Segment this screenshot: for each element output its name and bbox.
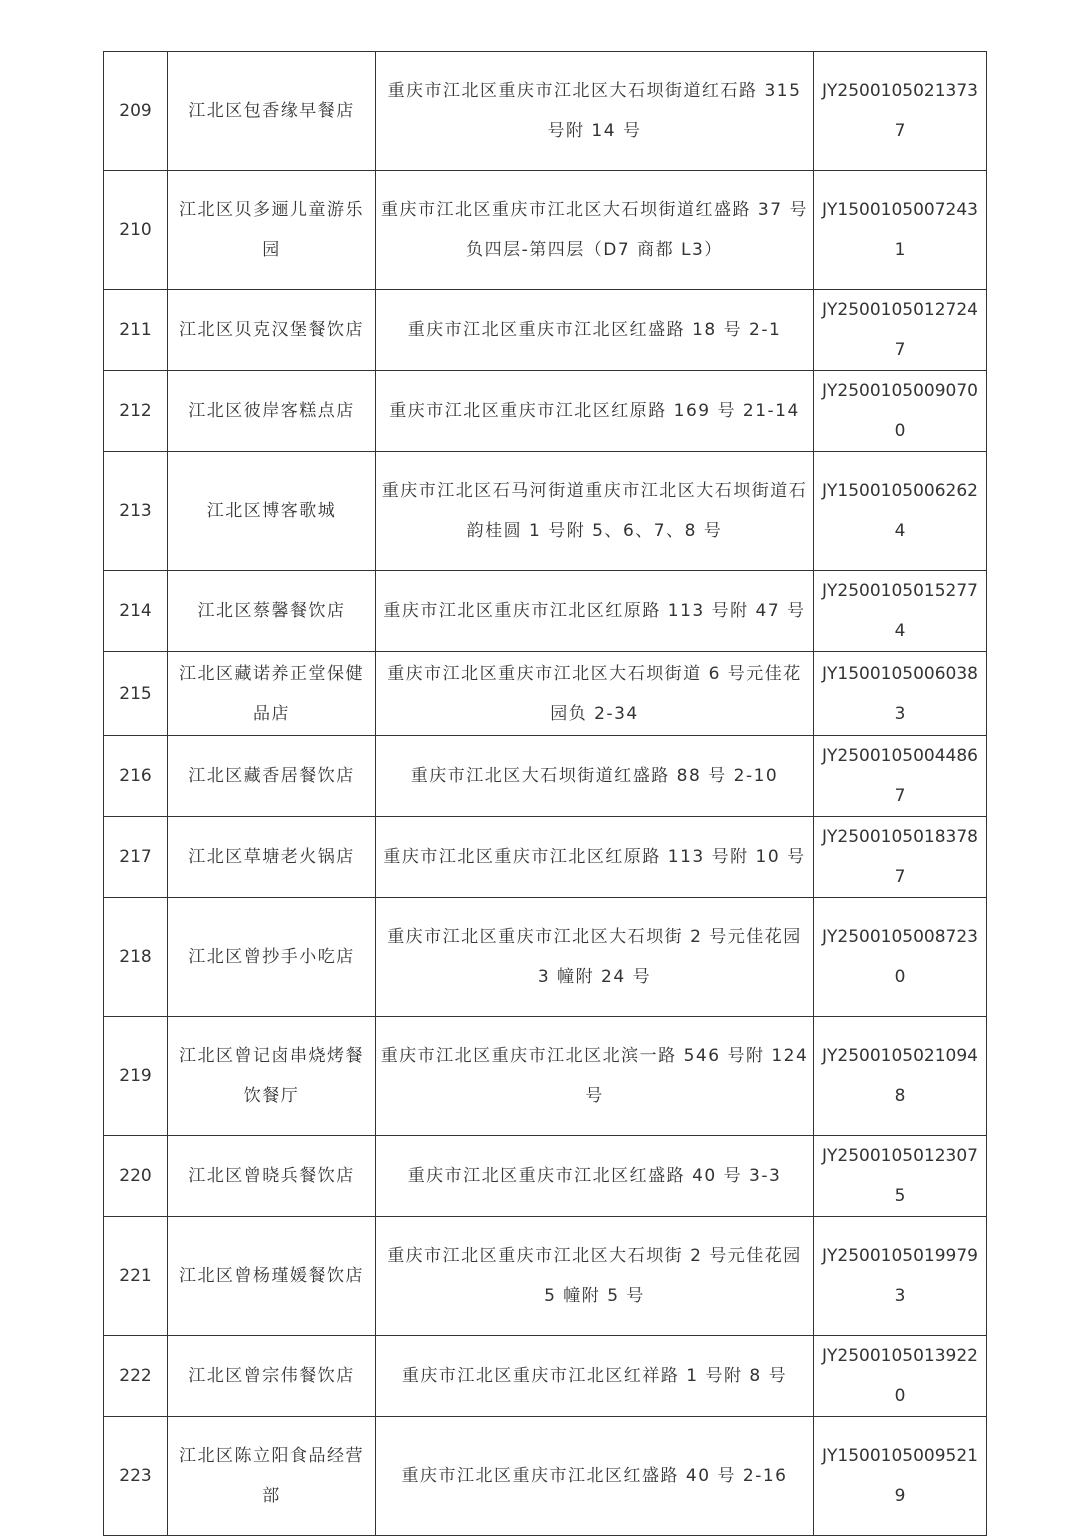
table-row [104, 290, 987, 371]
business-name: 江北区贝多逦儿童游乐园 [168, 171, 376, 290]
table-row [104, 571, 987, 652]
row-number: 212 [104, 371, 168, 452]
business-name: 江北区曾宗伟餐饮店 [168, 1336, 376, 1417]
business-address: 重庆市江北区重庆市江北区大石坝街道红石路 315 号附 14 号 [376, 52, 814, 171]
row-number: 210 [104, 171, 168, 290]
business-address: 重庆市江北区重庆市江北区红盛路 18 号 2-1 [376, 290, 814, 371]
table-row [104, 371, 987, 452]
business-name: 江北区博客歌城 [168, 452, 376, 571]
row-number: 213 [104, 452, 168, 571]
license-number: JY25001050123075 [814, 1136, 987, 1217]
table-row [104, 736, 987, 817]
business-address: 重庆市江北区重庆市江北区红盛路 40 号 2-16 [376, 1417, 814, 1536]
license-number: JY25001050183787 [814, 817, 987, 898]
business-name: 江北区陈立阳食品经营部 [168, 1417, 376, 1536]
business-address: 重庆市江北区重庆市江北区大石坝街 2 号元佳花园 3 幢附 24 号 [376, 898, 814, 1017]
business-address: 重庆市江北区重庆市江北区大石坝街道 6 号元佳花园负 2-34 [376, 652, 814, 736]
table-row [104, 1336, 987, 1417]
business-name: 江北区曾抄手小吃店 [168, 898, 376, 1017]
table-row [104, 898, 987, 1017]
license-number: JY25001050087230 [814, 898, 987, 1017]
table-row [104, 171, 987, 290]
business-name: 江北区藏香居餐饮店 [168, 736, 376, 817]
license-number: JY15001050062624 [814, 452, 987, 571]
business-name: 江北区曾杨瑾媛餐饮店 [168, 1217, 376, 1336]
license-number: JY15001050060383 [814, 652, 987, 736]
license-number: JY15001050072431 [814, 171, 987, 290]
row-number: 220 [104, 1136, 168, 1217]
row-number: 219 [104, 1017, 168, 1136]
row-number: 211 [104, 290, 168, 371]
table-row [104, 52, 987, 171]
row-number: 215 [104, 652, 168, 736]
table-row [104, 1017, 987, 1136]
license-number: JY25001050199793 [814, 1217, 987, 1336]
business-name: 江北区草塘老火锅店 [168, 817, 376, 898]
row-number: 221 [104, 1217, 168, 1336]
row-number: 218 [104, 898, 168, 1017]
business-name: 江北区蔡馨餐饮店 [168, 571, 376, 652]
business-address: 重庆市江北区石马河街道重庆市江北区大石坝街道石韵桂圆 1 号附 5、6、7、8 号 [376, 452, 814, 571]
license-number: JY25001050213737 [814, 52, 987, 171]
business-address: 重庆市江北区重庆市江北区红祥路 1 号附 8 号 [376, 1336, 814, 1417]
row-number: 223 [104, 1417, 168, 1536]
business-name: 江北区贝克汉堡餐饮店 [168, 290, 376, 371]
business-name: 江北区曾记卤串烧烤餐饮餐厅 [168, 1017, 376, 1136]
license-number: JY25001050139220 [814, 1336, 987, 1417]
row-number: 214 [104, 571, 168, 652]
business-name: 江北区彼岸客糕点店 [168, 371, 376, 452]
business-name: 江北区曾晓兵餐饮店 [168, 1136, 376, 1217]
business-address: 重庆市江北区重庆市江北区大石坝街道红盛路 37 号负四层-第四层（D7 商都 L3） [376, 171, 814, 290]
business-address: 重庆市江北区重庆市江北区大石坝街 2 号元佳花园 5 幢附 5 号 [376, 1217, 814, 1336]
table-row [104, 1136, 987, 1217]
business-name: 江北区藏诺养正堂保健品店 [168, 652, 376, 736]
business-address: 重庆市江北区重庆市江北区红原路 113 号附 10 号 [376, 817, 814, 898]
row-number: 217 [104, 817, 168, 898]
table-row [104, 652, 987, 736]
business-address: 重庆市江北区重庆市江北区红原路 113 号附 47 号 [376, 571, 814, 652]
table-row [104, 1417, 987, 1536]
row-number: 222 [104, 1336, 168, 1417]
license-number: JY25001050044867 [814, 736, 987, 817]
license-number: JY25001050090700 [814, 371, 987, 452]
row-number: 216 [104, 736, 168, 817]
business-name: 江北区包香缘早餐店 [168, 52, 376, 171]
table-row [104, 452, 987, 571]
business-address: 重庆市江北区重庆市江北区红盛路 40 号 3-3 [376, 1136, 814, 1217]
license-number: JY25001050152774 [814, 571, 987, 652]
license-table [103, 51, 987, 1536]
license-number: JY25001050210948 [814, 1017, 987, 1136]
license-number: JY25001050127247 [814, 290, 987, 371]
license-number: JY15001050095219 [814, 1417, 987, 1536]
row-number: 209 [104, 52, 168, 171]
business-address: 重庆市江北区重庆市江北区红原路 169 号 21-14 [376, 371, 814, 452]
business-address: 重庆市江北区大石坝街道红盛路 88 号 2-10 [376, 736, 814, 817]
business-address: 重庆市江北区重庆市江北区北滨一路 546 号附 124 号 [376, 1017, 814, 1136]
table-row [104, 817, 987, 898]
table-row [104, 1217, 987, 1336]
